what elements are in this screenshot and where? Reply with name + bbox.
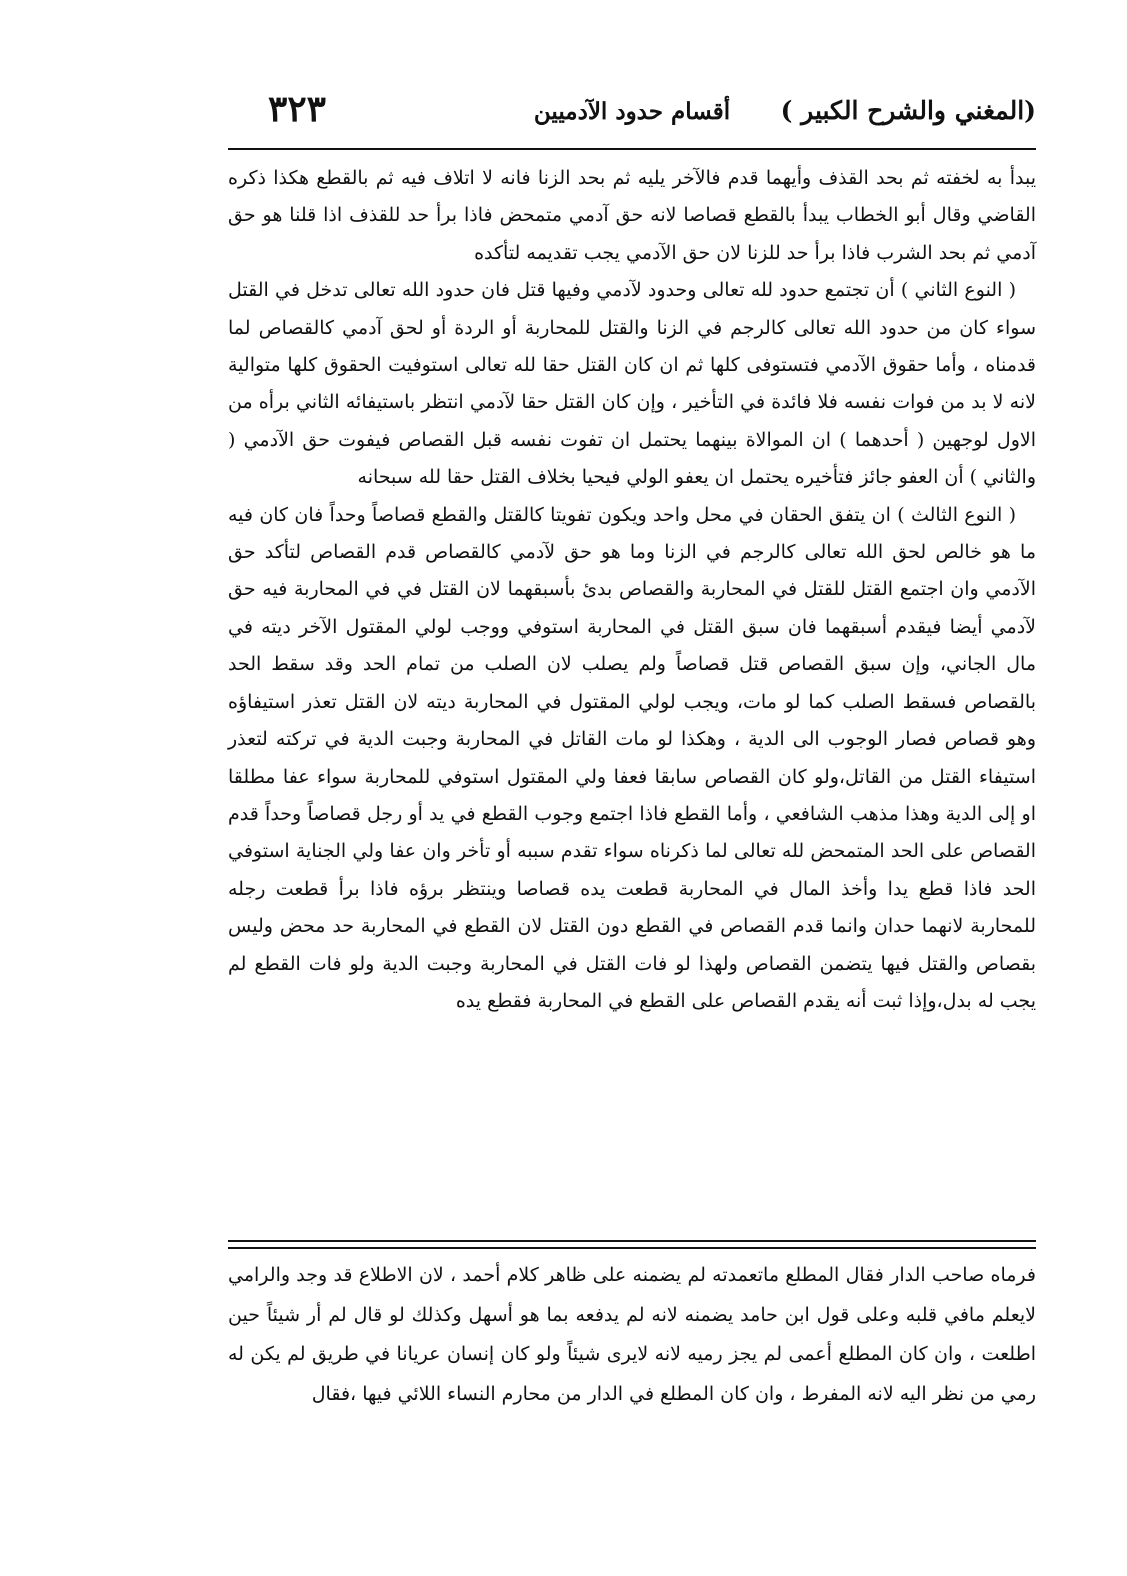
page-header [228, 88, 1036, 146]
page-number: ٣٢٣ [268, 88, 327, 130]
footnote-text: فرماه صاحب الدار فقال المطلع ماتعمدته لم يضمنه على ظاهر كلام أحمد ، لان الاطلاع قد وجد والرامي لايعلم مافي قلبه وعلى قول ابن حامد يضمنه لانه لم يدفعه بما هو أسهل وكذلك لو قال لم أر شيئاً حين اطلعت ، وان كان المطلع أعمى لم يجز رميه لانه لايرى شيئاً ولو كان إنسان عريانا في طريق لم يكن له رمي من نظر اليه لانه المفرط ، وان كان المطلع في الدار من محارم النساء اللائي فيها ،فقال [228, 1264, 1036, 1405]
paragraph-2: ( النوع الثاني ) أن تجتمع حدود لله تعالى وحدود لآدمي وفيها قتل فان حدود الله تعالى تدخل في القتل سواء كان من حدود الله تعالى كالرجم في الزنا والقتل للمحاربة أو الردة أو لحق آدمي كالقصاص لما قدمناه ، وأما حقوق الآدمي فتستوفى كلها ثم ان كان القتل حقا لله تعالى استوفيت الحقوق كلها متوالية لانه لا بد من فوات نفسه فلا فائدة في التأخير ، وإن كان القتل حقا لآدمي انتظر باستيفائه الثاني برأه من الاول لوجهين ( أحدهما ) ان الموالاة بينهما يحتمل ان تفوت نفسه قبل القصاص فيفوت حق الآدمي ( والثاني ) أن العفو جائز فتأخيره يحتمل ان يعفو الولي فيحيا بخلاف القتل حقا لله سبحانه [228, 279, 1036, 489]
footnote-separator [228, 1240, 1036, 1249]
section-title: أقسام حدود الآدميين [533, 98, 731, 125]
book-page [228, 88, 1036, 1508]
book-title: (المغني والشرح الكبير ) [780, 96, 1036, 125]
header-rule [228, 148, 1036, 150]
paragraph-3: ( النوع الثالث ) ان يتفق الحقان في محل واحد ويكون تفويتا كالقتل والقطع قصاصاً وحداً فان كان فيه ما هو خالص لحق الله تعالى كالرجم في الزنا وما هو حق لآدمي كالقصاص قدم القصاص لتأكد حق الآدمي وان اجتمع القتل للقتل في المحاربة والقصاص بدئ بأسبقهما لان القتل في في المحاربة فيه حق لآدمي أيضا فيقدم أسبقهما فان سبق القتل في المحاربة استوفي ووجب لولي المقتول الآخر ديته في مال الجاني، وإن سبق القصاص قتل قصاصاً ولم يصلب لان الصلب من تمام الحد وقد سقط الحد بالقصاص فسقط الصلب كما لو مات، ويجب لولي المقتول في المحاربة ديته لان القتل تعذر استيفاؤه وهو قصاص فصار الوجوب الى الدية ، وهكذا لو مات القاتل في المحاربة وجبت الدية في تركته لتعذر استيفاء القتل من القاتل،ولو كان القصاص سابقا فعفا ولي المقتول استوفي للمحاربة سواء عفا مطلقا او إلى الدية وهذا مذهب الشافعي ، وأما القطع فاذا اجتمع وجوب القطع في يد أو رجل قصاصاً وحداً قدم القصاص على الحد المتمحض لله تعالى لما ذكرناه سواء تقدم سببه أو تأخر وان عفا ولي الجناية استوفي الحد فاذا قطع يدا وأخذ المال في المحاربة قطعت يده قصاصا وينتظر برؤه فاذا برأ قطعت رجله للمحاربة لانهما حدان وانما قدم القصاص في القطع دون القتل لان القطع في المحاربة حد محض وليس بقصاص والقتل فيها يتضمن القصاص ولهذا لو فات القتل في المحاربة وجبت الدية ولو فات القطع لم يجب له بدل،وإذا ثبت أنه يقدم القصاص على القطع في المحاربة فقطع يده [228, 503, 1036, 1012]
footnote [228, 1256, 1036, 1414]
main-text [228, 160, 1036, 1020]
paragraph-1: يبدأ به لخفته ثم بحد القذف وأيهما قدم فالآخر يليه ثم بحد الزنا فانه لا اتلاف فيه ثم بالقطع هكذا ذكره القاضي وقال أبو الخطاب يبدأ بالقطع قصاصا لانه حق آدمي متمحض فاذا برأ حد للقذف اذا قلنا هو حق آدمي ثم بحد الشرب فاذا برأ حد للزنا لان حق الآدمي يجب تقديمه لتأكده [228, 167, 1036, 264]
